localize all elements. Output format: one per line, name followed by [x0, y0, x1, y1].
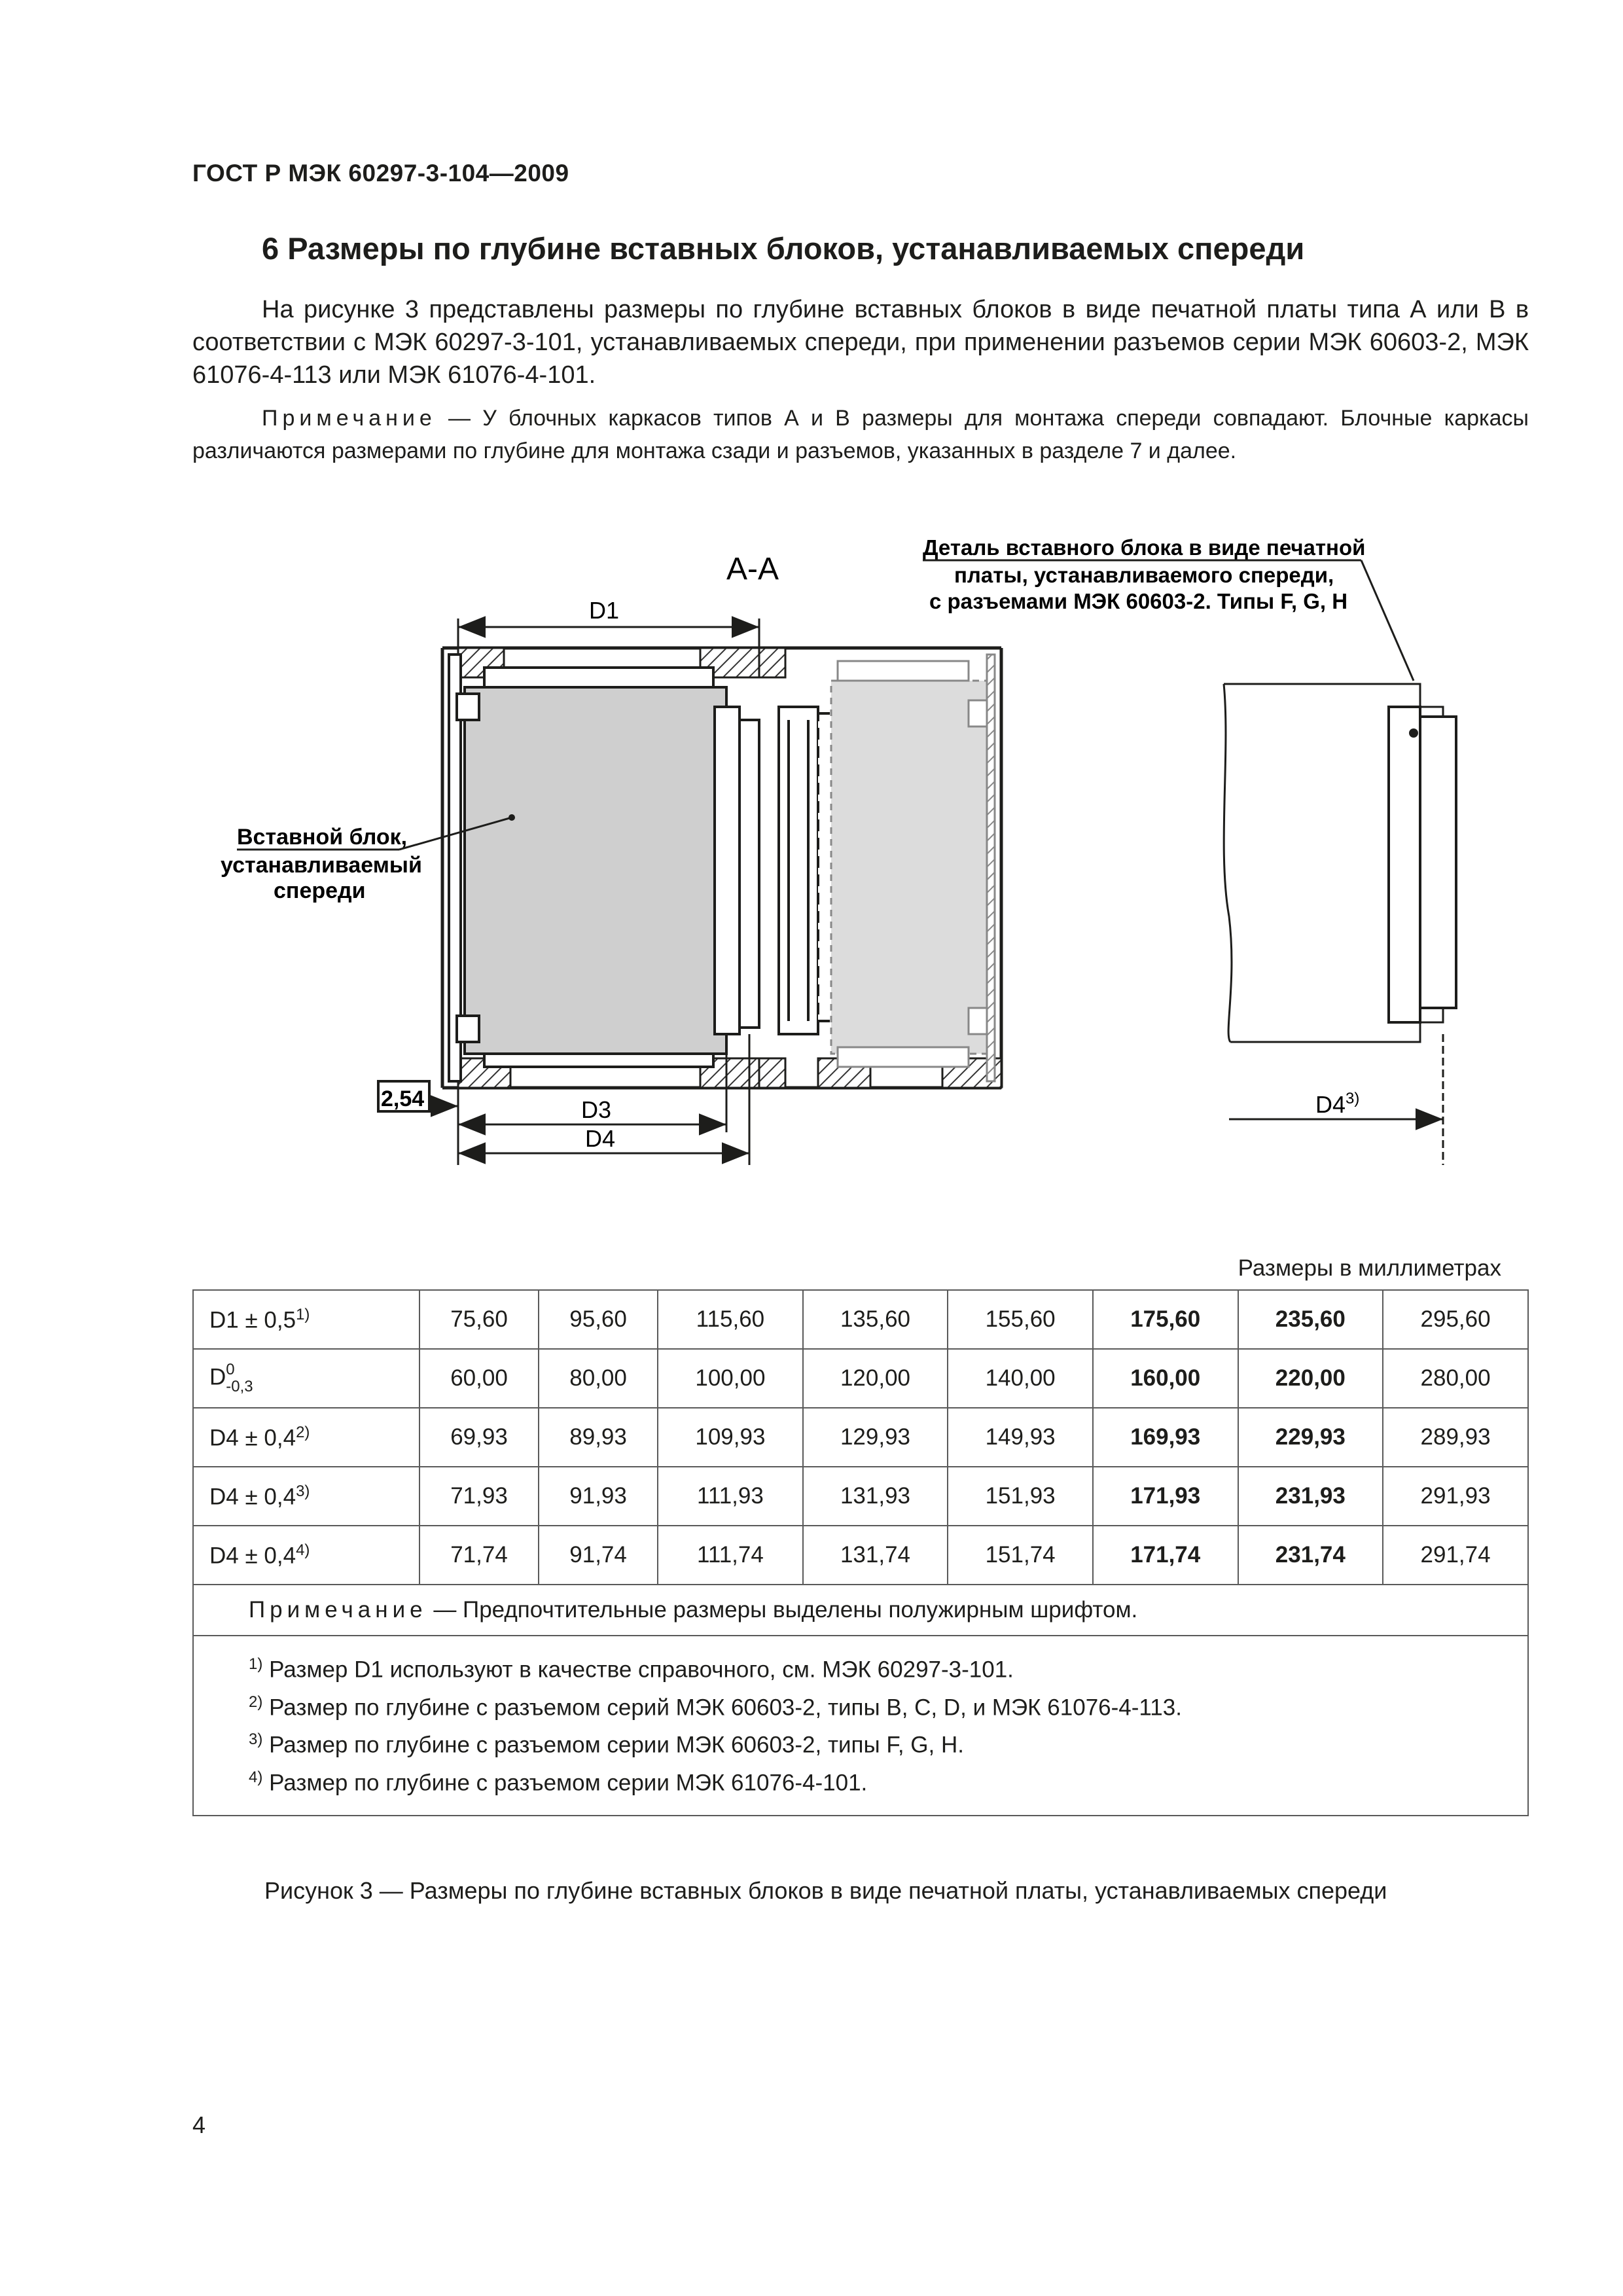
row-label: $D1 \pm 0,5^{1)}$ — [193, 1290, 419, 1349]
table-cell: 231,93 — [1238, 1467, 1383, 1526]
table-cell: 89,93 — [539, 1408, 658, 1467]
table-cell: 69,93 — [419, 1408, 539, 1467]
table-cell: 115,60 — [658, 1290, 803, 1349]
table-cell: 149,93 — [948, 1408, 1093, 1467]
table-cell: 129,93 — [803, 1408, 948, 1467]
table-cell: 91,74 — [539, 1526, 658, 1585]
footnote: $^{2)}$ Размер по глубине с разъемом серий МЭК 60603-2, типы B, C, D, и МЭК 61076-4-113. — [249, 1693, 1182, 1721]
table-cell: 135,60 — [803, 1290, 948, 1349]
callout-plugin-unit-line3: спереди — [274, 878, 366, 903]
note-text: — У блочных каркасов типов А и В размеры для монтажа спереди совпадают. Блочные каркасы различаются размерами по глубине для монтажа сзади и разъемов, указанных в разделе 7 и далее. — [192, 406, 1529, 463]
body-paragraph — [192, 293, 1529, 391]
table-cell: 60,00 — [419, 1349, 539, 1408]
dimensions-table — [192, 1289, 1529, 1816]
offset-box-label: 2,54 — [381, 1086, 425, 1111]
dim-d4-right-label: D4$^{3)}$ — [1315, 1090, 1360, 1118]
table-cell: 120,00 — [803, 1349, 948, 1408]
table-cell: 75,60 — [419, 1290, 539, 1349]
table-row — [193, 1408, 1528, 1467]
dim-d3-label: D3 — [581, 1096, 612, 1123]
table-footnotes-row — [193, 1636, 1528, 1816]
table-cell: 131,74 — [803, 1526, 948, 1585]
callout-detail-line1: Деталь вставного блока в виде печатной — [923, 535, 1366, 560]
table-cell: 131,93 — [803, 1467, 948, 1526]
table-row — [193, 1467, 1528, 1526]
row-label: D0 -0,3 — [193, 1349, 419, 1408]
table-cell: 231,74 — [1238, 1526, 1383, 1585]
front-plugin-unit — [449, 655, 759, 1081]
detail-view — [1224, 684, 1456, 1042]
table-row — [193, 1290, 1528, 1349]
table-cell: 291,74 — [1383, 1526, 1528, 1585]
body-paragraph-text: На рисунке 3 представлены размеры по глубине вставных блоков в виде печатной платы типа А или В в соответствии с МЭК 60297-3-101, устанавливаемых спереди, при применении разъемов серии МЭК 60603-2, МЭК 61076-4-113 или МЭК 61076-4-101. — [192, 296, 1529, 389]
footnote: $^{4)}$ Размер по глубине с разъемом серии МЭК 61076-4-101. — [249, 1768, 868, 1796]
table-cell: 151,74 — [948, 1526, 1093, 1585]
table-cell: 109,93 — [658, 1408, 803, 1467]
callout-plugin-unit-line1: Вставной блок, — [237, 825, 408, 850]
table-cell: 289,93 — [1383, 1408, 1528, 1467]
footnote: $^{3)}$ Размер по глубине с разъемом серии МЭК 60603-2, типы F, G, H. — [249, 1731, 964, 1758]
page-number: 4 — [192, 2111, 206, 2138]
table-cell: 235,60 — [1238, 1290, 1383, 1349]
document-header: ГОСТ Р МЭК 60297-3-104—2009 — [192, 160, 569, 187]
table-cell: 220,00 — [1238, 1349, 1383, 1408]
table-cell: 160,00 — [1093, 1349, 1238, 1408]
callout-detail — [923, 535, 1414, 681]
table-cell: 71,93 — [419, 1467, 539, 1526]
table-cell: 295,60 — [1383, 1290, 1528, 1349]
table-row — [193, 1526, 1528, 1585]
table-cell: 151,93 — [948, 1467, 1093, 1526]
table-note-text: — Предпочтительные размеры выделены полужирным шрифтом. — [433, 1597, 1138, 1623]
table-cell: 280,00 — [1383, 1349, 1528, 1408]
table-cell: 171,74 — [1093, 1526, 1238, 1585]
footnote: $^{1)}$ Размер D1 используют в качестве справочного, см. МЭК 60297-3-101. — [249, 1655, 1014, 1683]
callout-detail-line2: платы, устанавливаемого спереди, — [954, 563, 1334, 587]
table-note-row — [193, 1585, 1528, 1636]
table-cell: 100,00 — [658, 1349, 803, 1408]
row-label: $D4 \pm 0,4^{4)}$ — [193, 1526, 419, 1585]
depth-diagram — [0, 511, 1623, 1204]
rear-unit — [831, 655, 995, 1081]
callout-detail-line3: с разъемами МЭК 60603-2. Типы F, G, H — [929, 589, 1348, 613]
figure-caption: Рисунок 3 — Размеры по глубине вставных блоков в виде печатной платы, устанавливаемых спереди — [264, 1877, 1387, 1904]
callout-plugin-unit-line2: устанавливаемый — [221, 853, 422, 878]
table-cell: 291,93 — [1383, 1467, 1528, 1526]
row-label: $D4 \pm 0,4^{3)}$ — [193, 1467, 419, 1526]
dim-d4-label: D4 — [585, 1125, 616, 1152]
table-cell: 140,00 — [948, 1349, 1093, 1408]
table-note-label: Примечание — [249, 1597, 427, 1623]
row-label: $D4 \pm 0,4^{2)}$ — [193, 1408, 419, 1467]
table-cell: 169,93 — [1093, 1408, 1238, 1467]
table-cell: 91,93 — [539, 1467, 658, 1526]
table-cell: 171,93 — [1093, 1467, 1238, 1526]
table-cell: 229,93 — [1238, 1408, 1383, 1467]
table-cell: 80,00 — [539, 1349, 658, 1408]
note-label: Примечание — [262, 406, 437, 431]
table-cell: 111,74 — [658, 1526, 803, 1585]
table-cell: 155,60 — [948, 1290, 1093, 1349]
dim-d1-label: D1 — [589, 597, 620, 624]
table-cell: 111,93 — [658, 1467, 803, 1526]
table-cell: 71,74 — [419, 1526, 539, 1585]
table-row — [193, 1349, 1528, 1408]
section-title: 6 Размеры по глубине вставных блоков, устанавливаемых спереди — [262, 231, 1305, 266]
units-caption: Размеры в миллиметрах — [1238, 1255, 1501, 1281]
table-cell: 175,60 — [1093, 1290, 1238, 1349]
table-note — [193, 1585, 1528, 1636]
body-note — [192, 402, 1529, 467]
dimensions-table-body — [193, 1290, 1528, 1816]
table-footnotes — [193, 1636, 1528, 1816]
section-label: А-А — [726, 552, 779, 586]
table-cell: 95,60 — [539, 1290, 658, 1349]
